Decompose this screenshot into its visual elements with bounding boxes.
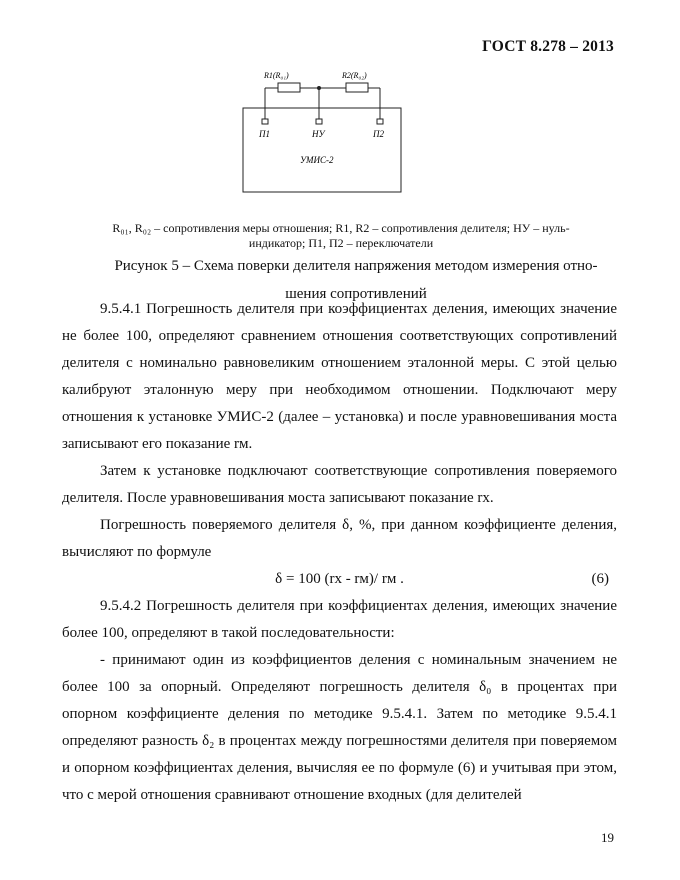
paragraph-connect: Затем к установке подключают соответствующие сопротивления поверяемого делителя. После уравновешивания моста записывают показание rх. — [62, 463, 617, 506]
formula-number: (6) — [591, 571, 609, 587]
r1-label: R1(R₀₁) — [264, 71, 289, 80]
body-text — [62, 296, 617, 809]
formula-expression: δ = 100 (rх - rм)/ rм . — [275, 571, 404, 587]
nu-label: НУ — [312, 129, 325, 139]
circuit-diagram-svg — [228, 66, 418, 196]
resistor-r2 — [346, 83, 368, 92]
figure-legend — [88, 221, 594, 251]
figure-title-line2: шения сопротивлений — [285, 286, 427, 302]
p1-label: П1 — [259, 129, 270, 139]
paragraph-procedure: - принимают один из коэффициентов деления с номинальным значением не более 100 за опорный. Определяют погрешность делителя δ₀ в процентах при опорном коэффициенте деления по методике 9.5.4.1. Затем по методике 9.5.4.1 определяют разность δ₂ в процентах между погрешностями делителя при поверяемом и опорном коэффициентах деления, вычисляя ее по формуле (6) и учитывая при этом, что с мерой отношения сравнивают отношение входных (для делителей — [62, 652, 617, 803]
p2-label: П2 — [373, 129, 384, 139]
paragraph-error-intro: Погрешность поверяемого делителя δ, %, при данном коэффициенте деления, вычисляют по формуле — [62, 517, 617, 560]
figure-legend-line2: индикатор; П1, П2 – переключатели — [248, 236, 434, 250]
formula-6 — [62, 566, 617, 593]
paragraph-9-5-4-1: 9.5.4.1 Погрешность делителя при коэффициентах деления, имеющих значение не более 100, определяют сравнением отношения соответствующих сопротивлений делителя с номинально равновеликим отношением эталонной меры. С этой целью калибруют эталонную меру при необходимом отношении. Подключают меру отношения к установке УМИС-2 (далее – установка) и после уравновешивания моста записывают его показание rм. — [62, 301, 617, 452]
circuit-diagram — [228, 66, 418, 196]
figure-legend-line1: R₀₁, R₀₂ – сопротивления меры отношения; R1, R2 – сопротивления делителя; НУ – нуль- — [112, 221, 570, 235]
figure-title-line1: Рисунок 5 – Схема поверки делителя напряжения методом измерения отно- — [114, 258, 598, 274]
resistor-r1 — [278, 83, 300, 92]
page-number: 19 — [601, 830, 614, 845]
device-label: УМИС-2 — [300, 155, 334, 165]
r2-label: R2(R₀₂) — [342, 71, 367, 80]
paragraph-9-5-4-2: 9.5.4.2 Погрешность делителя при коэффициентах деления, имеющих значение более 100, определяют в такой последовательности: — [62, 598, 617, 641]
document-id: ГОСТ 8.278 – 2013 — [482, 38, 614, 55]
